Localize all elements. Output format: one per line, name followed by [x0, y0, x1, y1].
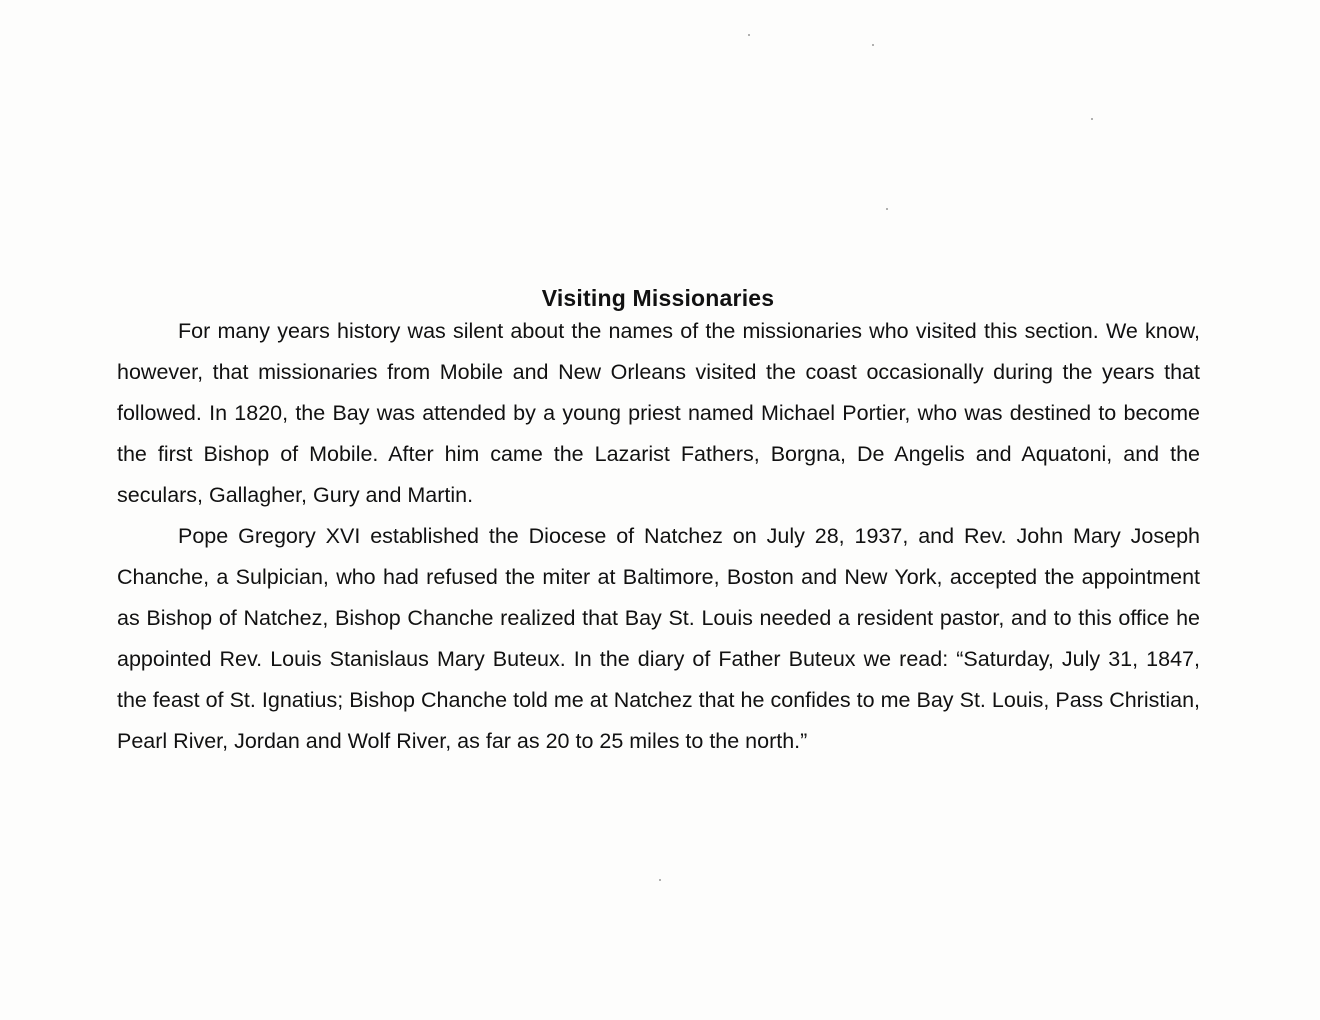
paragraph-visiting-missionaries: For many years history was silent about the names of the missionaries who visited this section. We know, however, that missionaries from Mobile and New Orleans visited the coast occasionally during the years that followed. In 1820, the Bay was attended by a young priest named Michael Portier, who was destined to become the first Bishop of Mobile. After him came the Lazarist Fathers, Borgna, De Angelis and Aquatoni, and the seculars, Gallagher, Gury and Martin.: [117, 319, 1200, 507]
scan-speck: [659, 879, 661, 881]
scan-speck: [886, 208, 888, 210]
document-title: Visiting Missionaries: [541, 285, 775, 312]
paragraph-diocese-of-natchez: Pope Gregory XVI established the Diocese of Natchez on July 28, 1937, and Rev. John Mary Joseph Chanche, a Sulpician, who had refused the miter at Baltimore, Boston and New York, accepted the appointment as Bishop of Natchez, Bishop Chanche realized that Bay St. Louis needed a resident pastor, and to this office he appointed Rev. Louis Stanislaus Mary Buteux. In the diary of Father Buteux we read: “Saturday, July 31, 1847, the feast of St. Ignatius; Bishop Chanche told me at Natchez that he confides to me Bay St. Louis, Pass Christian, Pearl River, Jordan and Wolf River, as far as 20 to 25 miles to the north.”: [117, 524, 1200, 753]
document-body: [117, 311, 1200, 762]
scan-speck: [872, 44, 874, 46]
scan-speck: [1091, 118, 1093, 120]
scan-speck: [748, 34, 750, 36]
